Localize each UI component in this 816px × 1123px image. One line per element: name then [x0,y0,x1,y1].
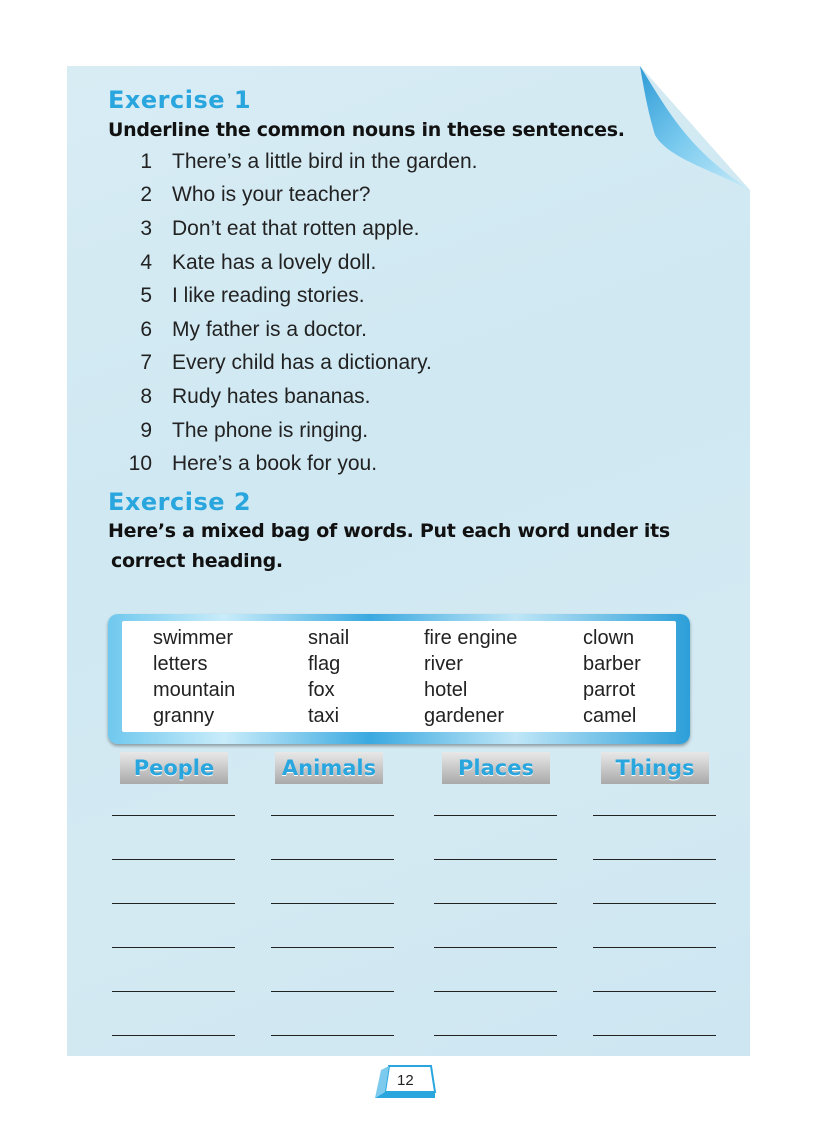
word-bank-word: letters [153,653,208,675]
answer-line [593,859,716,860]
answer-line [112,1035,235,1036]
word-bank-word: barber [583,653,641,675]
answer-line [112,991,235,992]
answer-line [593,991,716,992]
sentence-list [118,145,477,481]
page-number-badge [373,1062,437,1102]
word-bank-word: snail [308,627,350,649]
item-number: 5 [140,284,152,308]
word-bank-word: river [424,653,463,675]
answer-line [271,991,394,992]
sentence-text: Here’s a book for you. [172,452,378,476]
item-number: 4 [140,250,152,274]
word-bank-word: granny [153,705,215,727]
answer-line [593,947,716,948]
item-number: 7 [140,351,152,375]
word-bank-word: parrot [583,679,636,701]
answer-line [271,947,394,948]
list-item [118,279,477,313]
word-bank-word: camel [583,705,637,727]
exercise-2-title: Exercise 2 [108,488,252,516]
item-number: 2 [140,183,152,207]
sentence-text: Don’t eat that rotten apple. [172,216,420,240]
page-number: 12 [397,1072,414,1089]
sentence-text: Who is your teacher? [172,183,371,207]
list-item [118,246,477,280]
list-item [118,414,477,448]
word-bank-word: mountain [153,679,236,701]
item-number: 10 [128,452,152,476]
list-item [118,313,477,347]
answer-line [434,947,557,948]
item-number: 1 [140,149,152,173]
list-item [118,347,477,381]
sentence-text: My father is a doctor. [172,317,367,341]
answer-line [593,815,716,816]
answer-line [593,1035,716,1036]
word-bank-word: hotel [424,679,468,701]
list-item [118,179,477,213]
answer-line [112,815,235,816]
sentence-text: There’s a little bird in the garden. [172,149,478,173]
sentence-text: Every child has a dictionary. [172,351,432,375]
exercise-1-title: Exercise 1 [108,86,252,114]
answer-line [271,1035,394,1036]
heading-people: People [120,752,228,784]
word-bank-word: clown [583,627,635,649]
item-number: 8 [140,384,152,408]
exercise-2-instruction-line-2: correct heading. [111,550,283,572]
answer-line [434,859,557,860]
exercise-2-instruction-line-1: Here’s a mixed bag of words. Put each word under its [108,520,670,542]
word-bank [122,621,676,732]
list-item [118,212,477,246]
answer-line [112,859,235,860]
item-number: 9 [140,418,152,442]
word-bank-word: taxi [308,705,340,727]
list-item [118,380,477,414]
answer-line [271,859,394,860]
item-number: 3 [140,216,152,240]
word-bank-word: fox [308,679,335,701]
word-bank-word: gardener [424,705,505,727]
word-bank-frame [108,614,690,744]
sentence-text: Rudy hates bananas. [172,384,371,408]
answer-line [271,815,394,816]
heading-places: Places [442,752,550,784]
word-bank-word: flag [308,653,341,675]
item-number: 6 [140,317,152,341]
answer-line [271,903,394,904]
answer-line [593,903,716,904]
heading-animals: Animals [275,752,383,784]
word-bank-word: fire engine [424,627,518,649]
list-item [118,447,477,481]
sentence-text: The phone is ringing. [172,418,369,442]
answer-line [112,903,235,904]
word-bank-word: swimmer [153,627,233,649]
answer-line [112,947,235,948]
answer-line [434,903,557,904]
sentence-text: I like reading stories. [172,284,365,308]
answer-line [434,815,557,816]
heading-things: Things [601,752,709,784]
answer-line [434,991,557,992]
exercise-1-instruction: Underline the common nouns in these sentences. [108,119,625,141]
sentence-text: Kate has a lovely doll. [172,250,377,274]
list-item [118,145,477,179]
answer-line [434,1035,557,1036]
